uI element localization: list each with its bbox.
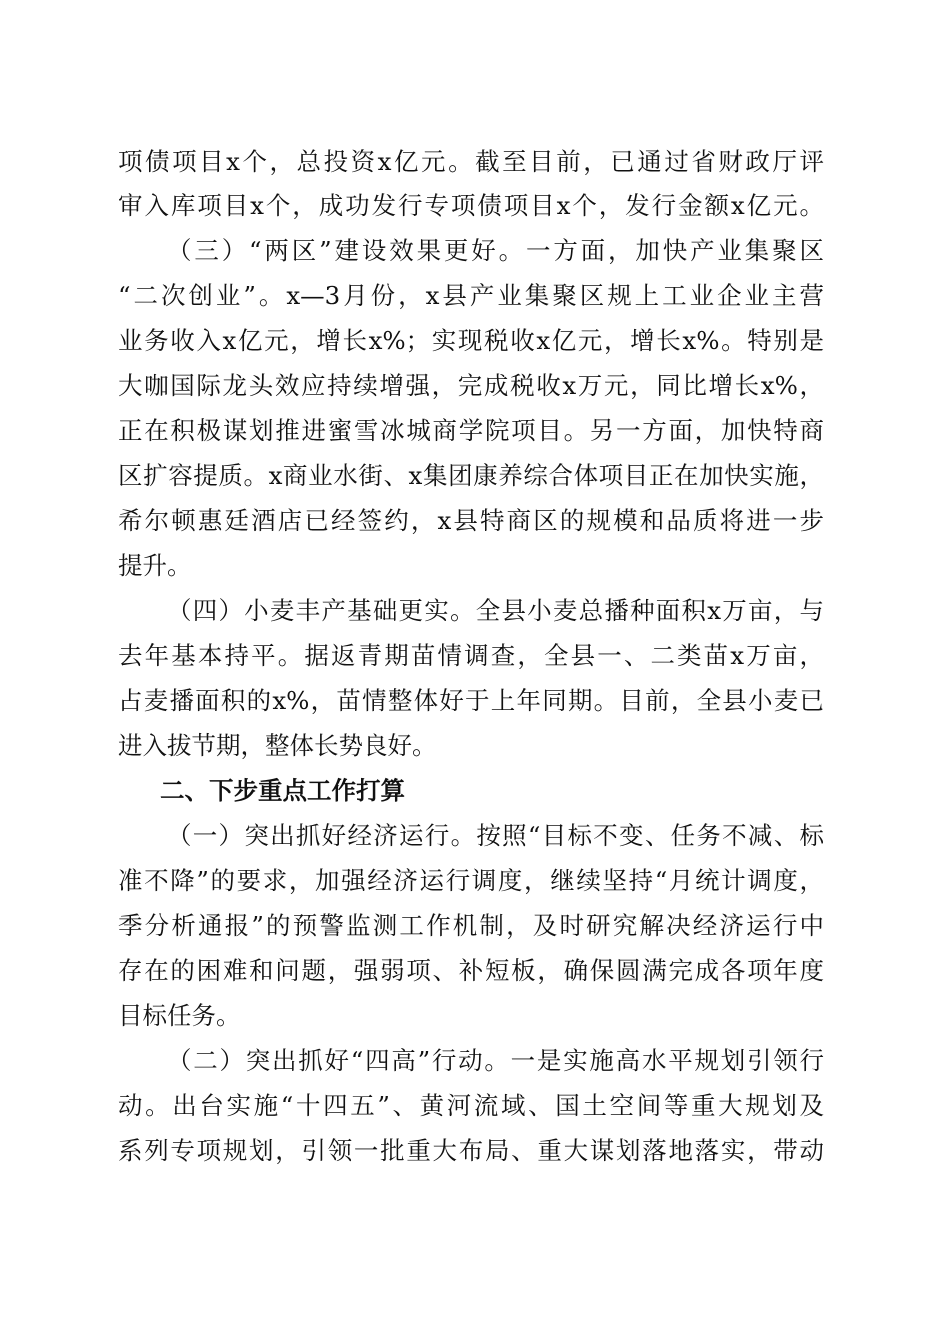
text-line: （一）突出抓好经济运行。按照“目标不变、任务不减、标 <box>167 821 824 850</box>
text-line: 占麦播面积的x%，苗情整体好于上年同期。目前，全县小麦已 <box>118 686 824 715</box>
text-line: （二）突出抓好“四高”行动。一是实施高水平规划引领行 <box>167 1046 824 1075</box>
text-line: 提升。 <box>118 551 192 580</box>
text-line: 项债项目x个，总投资x亿元。截至目前，已通过省财政厅评 <box>118 147 824 176</box>
text-line: “二次创业”。x—3月份，x县产业集聚区规上工业企业主营 <box>118 281 824 310</box>
text-line: （三）“两区”建设效果更好。一方面，加快产业集聚区 <box>167 236 824 265</box>
text-line: 去年基本持平。据返青期苗情调查，全县一、二类苗x万亩， <box>118 641 824 670</box>
text-line: 动。出台实施“十四五”、黄河流域、国土空间等重大规划及 <box>118 1091 824 1120</box>
text-line: 季分析通报”的预警监测工作机制，及时研究解决经济运行中 <box>118 911 824 940</box>
text-line: 正在积极谋划推进蜜雪冰城商学院项目。另一方面，加快特商 <box>118 416 824 445</box>
text-line: 大咖国际龙头效应持续增强，完成税收x万元，同比增长x%， <box>118 371 824 400</box>
text-line: 目标任务。 <box>118 1001 241 1030</box>
text-line: 准不降”的要求，加强经济运行调度，继续坚持“月统计调度， <box>118 866 824 895</box>
text-line: 审入库项目x个，成功发行专项债项目x个，发行金额x亿元。 <box>118 191 824 220</box>
text-line: 系列专项规划，引领一批重大布局、重大谋划落地落实，带动 <box>118 1136 824 1165</box>
text-line: 业务收入x亿元，增长x%；实现税收x亿元，增长x%。特别是 <box>118 326 824 355</box>
section-heading: 二、下步重点工作打算 <box>160 776 405 805</box>
text-line: 希尔顿惠廷酒店已经签约，x县特商区的规模和品质将进一步 <box>118 506 824 535</box>
text-line: 存在的困难和问题，强弱项、补短板，确保圆满完成各项年度 <box>118 956 824 985</box>
text-line: （四）小麦丰产基础更实。全县小麦总播种面积x万亩，与 <box>167 596 824 625</box>
text-line: 区扩容提质。x商业水街、x集团康养综合体项目正在加快实施， <box>118 461 824 490</box>
text-line: 进入拔节期，整体长势良好。 <box>118 731 437 760</box>
